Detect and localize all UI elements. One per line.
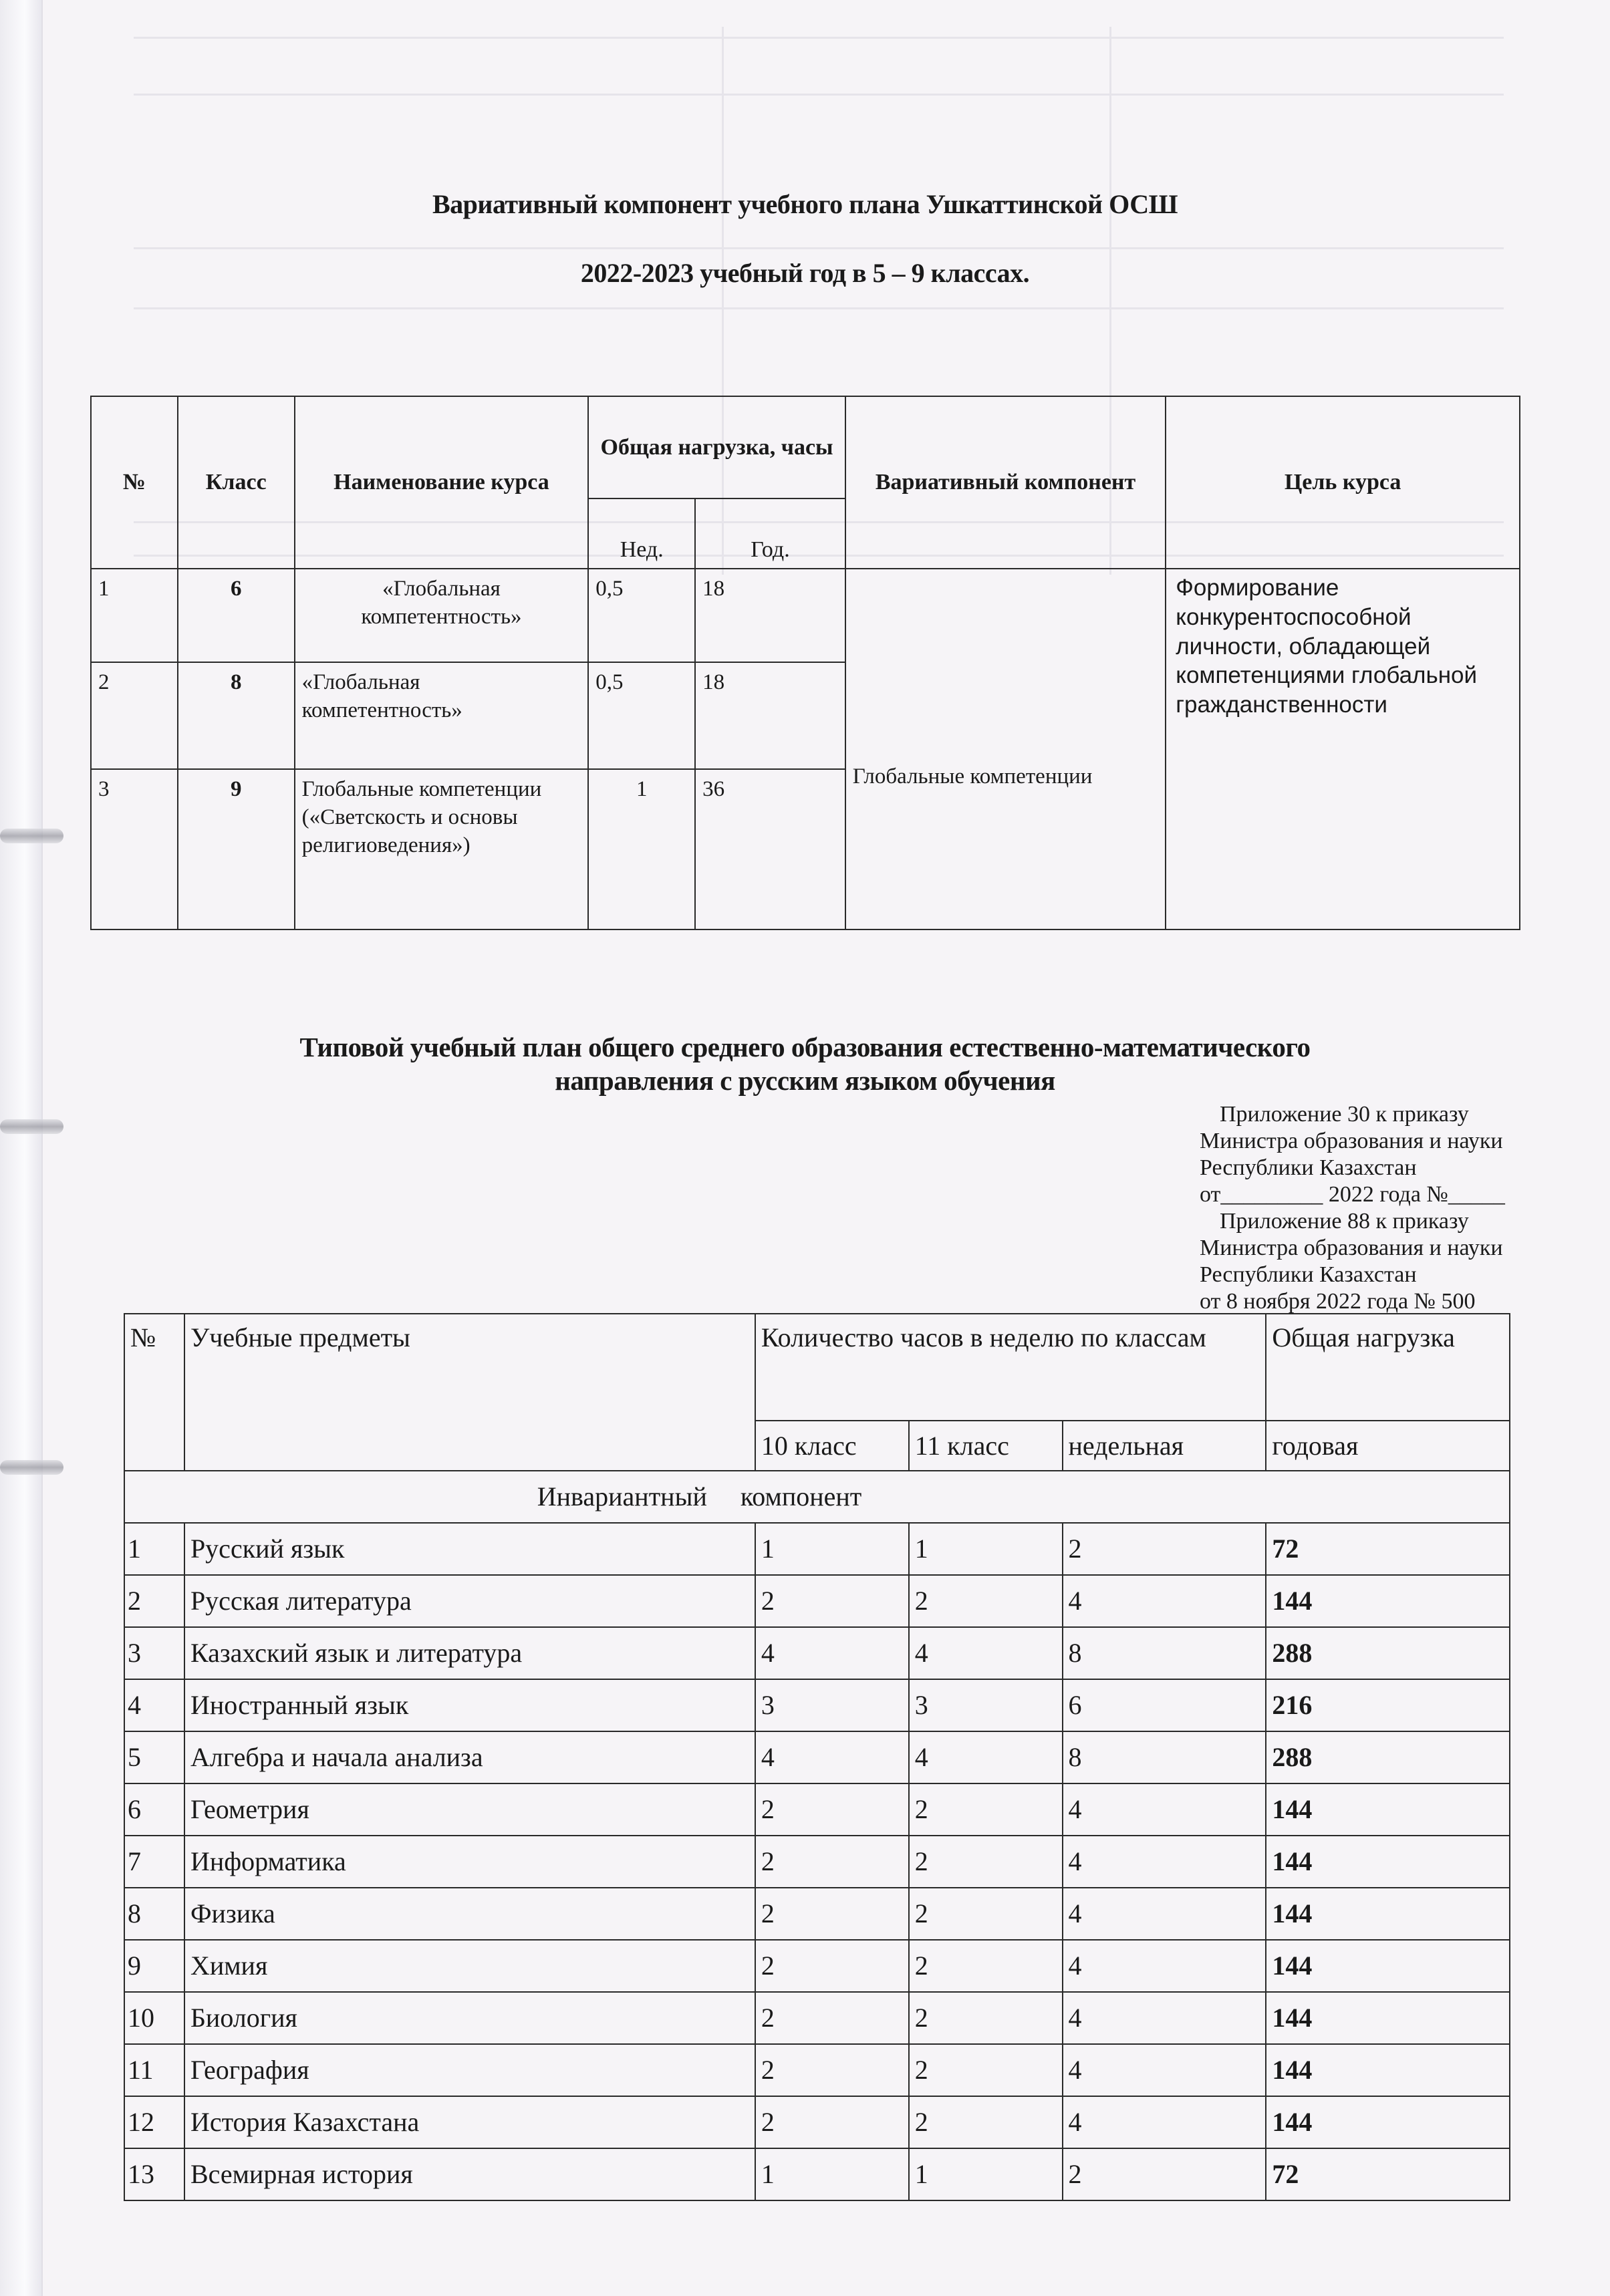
binder-ring — [0, 1460, 63, 1475]
header-course-goal: Цель курса — [1166, 396, 1520, 569]
table-row — [124, 1627, 1510, 1679]
cell-grade-11: 2 — [909, 1783, 1063, 1836]
cell-weekly: 4 — [1063, 1575, 1266, 1627]
table-row — [124, 1575, 1510, 1627]
table-row — [124, 2096, 1510, 2148]
cell-yearly: 18 — [695, 569, 845, 662]
cell-course-goal: Формирование конкурентоспособной личности, обладающей компетенциями глобальной гражданственности — [1166, 569, 1520, 929]
cell-grade-10: 3 — [755, 1679, 909, 1731]
header-num: № — [91, 396, 178, 569]
appendix-line: Республики Казахстан — [1200, 1262, 1417, 1287]
cell-weekly: 1 — [588, 769, 695, 929]
table-row — [124, 1836, 1510, 1888]
cell-weekly: 8 — [1063, 1627, 1266, 1679]
cell-grade-11: 2 — [909, 1940, 1063, 1992]
cell-course: «Глобальная компетентность» — [295, 662, 589, 769]
cell-yearly: 144 — [1266, 1940, 1510, 1992]
cell-class: 6 — [178, 569, 295, 662]
cell-num: 13 — [124, 2148, 184, 2200]
cell-num: 10 — [124, 1992, 184, 2044]
header-num: № — [124, 1314, 184, 1471]
cell-grade-10: 4 — [755, 1731, 909, 1783]
header-weekly: недельная — [1063, 1421, 1266, 1471]
cell-num: 3 — [91, 769, 178, 929]
cell-subject: Иностранный язык — [184, 1679, 755, 1731]
cell-num: 2 — [124, 1575, 184, 1627]
table-row — [124, 2148, 1510, 2200]
cell-grade-10: 2 — [755, 1940, 909, 1992]
cell-yearly: 72 — [1266, 1523, 1510, 1575]
cell-num: 12 — [124, 2096, 184, 2148]
cell-num: 9 — [124, 1940, 184, 1992]
cell-subject: Геометрия — [184, 1783, 755, 1836]
cell-yearly: 144 — [1266, 2044, 1510, 2096]
cell-grade-10: 2 — [755, 1888, 909, 1940]
page-subtitle: 2022-2023 учебный год в 5 – 9 классах. — [580, 258, 1030, 288]
cell-grade-11: 2 — [909, 1575, 1063, 1627]
cell-grade-10: 2 — [755, 1836, 909, 1888]
page-binding-edge — [0, 0, 43, 2296]
header-subjects: Учебные предметы — [184, 1314, 755, 1471]
cell-subject: Всемирная история — [184, 2148, 755, 2200]
cell-grade-11: 1 — [909, 2148, 1063, 2200]
table-row — [124, 1679, 1510, 1731]
header-grade-10: 10 класс — [755, 1421, 909, 1471]
header-total-load: Общая нагрузка — [1266, 1314, 1510, 1421]
cell-num: 5 — [124, 1731, 184, 1783]
cell-grade-11: 2 — [909, 2096, 1063, 2148]
cell-num: 6 — [124, 1783, 184, 1836]
table-row — [124, 1888, 1510, 1940]
cell-num: 4 — [124, 1679, 184, 1731]
cell-subject: Алгебра и начала анализа — [184, 1731, 755, 1783]
cell-grade-11: 2 — [909, 2044, 1063, 2096]
cell-yearly: 144 — [1266, 1836, 1510, 1888]
appendix-line: от_________ 2022 года №_____ — [1200, 1182, 1505, 1207]
cell-weekly: 4 — [1063, 1836, 1266, 1888]
cell-weekly: 8 — [1063, 1731, 1266, 1783]
header-hours-per-week: Количество часов в неделю по классам — [755, 1314, 1266, 1421]
cell-weekly: 4 — [1063, 2096, 1266, 2148]
cell-yearly: 36 — [695, 769, 845, 929]
cell-weekly: 4 — [1063, 1940, 1266, 1992]
header-yearly: годовая — [1266, 1421, 1510, 1471]
cell-grade-11: 2 — [909, 1888, 1063, 1940]
cell-weekly: 0,5 — [588, 662, 695, 769]
cell-grade-10: 2 — [755, 1992, 909, 2044]
cell-subject: Информатика — [184, 1836, 755, 1888]
appendix-reference — [1200, 1101, 1505, 1315]
appendix-line: от 8 ноября 2022 года № 500 — [1200, 1289, 1476, 1314]
cell-subject: География — [184, 2044, 755, 2096]
cell-subject: Русская литература — [184, 1575, 755, 1627]
header-class: Класс — [178, 396, 295, 569]
cell-subject: Химия — [184, 1940, 755, 1992]
cell-num: 1 — [91, 569, 178, 662]
cell-grade-11: 3 — [909, 1679, 1063, 1731]
cell-num: 8 — [124, 1888, 184, 1940]
header-grade-11: 11 класс — [909, 1421, 1063, 1471]
cell-grade-11: 2 — [909, 1992, 1063, 2044]
cell-grade-10: 4 — [755, 1627, 909, 1679]
cell-grade-11: 2 — [909, 1836, 1063, 1888]
appendix-line: Республики Казахстан — [1200, 1155, 1417, 1180]
cell-grade-11: 4 — [909, 1731, 1063, 1783]
cell-weekly: 2 — [1063, 1523, 1266, 1575]
header-course-name: Наименование курса — [295, 396, 589, 569]
appendix-line: Приложение 88 к приказу — [1220, 1209, 1469, 1234]
cell-class: 9 — [178, 769, 295, 929]
table-row — [91, 569, 1520, 662]
cell-yearly: 288 — [1266, 1627, 1510, 1679]
table-row — [124, 1992, 1510, 2044]
binder-ring — [0, 829, 63, 843]
cell-weekly: 2 — [1063, 2148, 1266, 2200]
cell-grade-10: 1 — [755, 2148, 909, 2200]
cell-grade-10: 2 — [755, 1575, 909, 1627]
cell-yearly: 72 — [1266, 2148, 1510, 2200]
cell-subject: Казахский язык и литература — [184, 1627, 755, 1679]
table-row — [124, 1940, 1510, 1992]
cell-yearly: 144 — [1266, 1992, 1510, 2044]
cell-weekly: 6 — [1063, 1679, 1266, 1731]
cell-grade-10: 2 — [755, 1783, 909, 1836]
table-row — [124, 1731, 1510, 1783]
table-row — [124, 1783, 1510, 1836]
cell-yearly: 144 — [1266, 1888, 1510, 1940]
cell-num: 2 — [91, 662, 178, 769]
header-yearly: Год. — [695, 498, 845, 569]
cell-subject: Биология — [184, 1992, 755, 2044]
cell-grade-11: 1 — [909, 1523, 1063, 1575]
cell-weekly: 0,5 — [588, 569, 695, 662]
cell-grade-10: 2 — [755, 2096, 909, 2148]
header-weekly: Нед. — [588, 498, 695, 569]
cell-num: 1 — [124, 1523, 184, 1575]
cell-yearly: 144 — [1266, 2096, 1510, 2148]
variative-component-table — [90, 396, 1520, 930]
cell-variative-component: Глобальные компетенции — [845, 569, 1166, 929]
cell-weekly: 4 — [1063, 1992, 1266, 2044]
cell-course: Глобальные компетенции («Светскость и основы религиоведения») — [295, 769, 589, 929]
cell-class: 8 — [178, 662, 295, 769]
cell-subject: Русский язык — [184, 1523, 755, 1575]
cell-num: 3 — [124, 1627, 184, 1679]
table-row — [124, 1523, 1510, 1575]
cell-yearly: 18 — [695, 662, 845, 769]
cell-num: 7 — [124, 1836, 184, 1888]
section-invariant-component: Инвариантный компонент — [124, 1471, 1510, 1523]
cell-subject: История Казахстана — [184, 2096, 755, 2148]
cell-weekly: 4 — [1063, 1783, 1266, 1836]
header-total-load: Общая нагрузка, часы — [588, 396, 845, 498]
curriculum-table — [124, 1313, 1510, 2201]
cell-grade-10: 2 — [755, 2044, 909, 2096]
binder-ring — [0, 1119, 63, 1134]
cell-yearly: 288 — [1266, 1731, 1510, 1783]
table-row — [124, 2044, 1510, 2096]
cell-grade-10: 1 — [755, 1523, 909, 1575]
header-variative-component: Вариативный компонент — [845, 396, 1166, 569]
curriculum-title: Типовой учебный план общего среднего образования естественно-математического — [299, 1032, 1311, 1062]
appendix-line: Министра образования и науки — [1200, 1129, 1503, 1153]
cell-weekly: 4 — [1063, 1888, 1266, 1940]
cell-yearly: 144 — [1266, 1783, 1510, 1836]
appendix-line: Министра образования и науки — [1200, 1236, 1503, 1260]
cell-yearly: 216 — [1266, 1679, 1510, 1731]
curriculum-subtitle: направления с русским языком обучения — [555, 1065, 1055, 1096]
page-title: Вариативный компонент учебного плана Ушкаттинской ОСШ — [432, 189, 1178, 219]
cell-yearly: 144 — [1266, 1575, 1510, 1627]
cell-course: «Глобальная компетентность» — [295, 569, 589, 662]
cell-subject: Физика — [184, 1888, 755, 1940]
cell-grade-11: 4 — [909, 1627, 1063, 1679]
appendix-line: Приложение 30 к приказу — [1220, 1102, 1469, 1127]
cell-weekly: 4 — [1063, 2044, 1266, 2096]
cell-num: 11 — [124, 2044, 184, 2096]
